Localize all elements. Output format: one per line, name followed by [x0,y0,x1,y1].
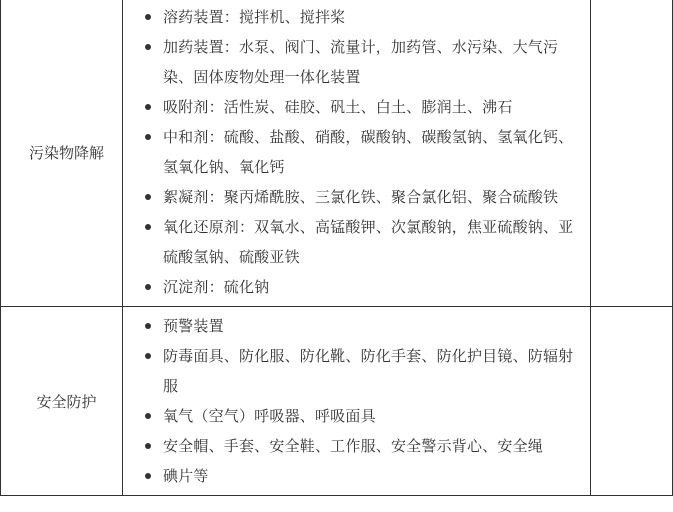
table-row-safety-protection [1,307,673,496]
list-item: 防毒面具、防化服、防化靴、防化手套、防化护目镜、防辐射服 [145,341,580,401]
list-item: 吸附剂：活性炭、硅胶、矾土、白土、膨润土、沸石 [145,92,580,122]
category-cell [1,0,123,307]
list-item: 氧化还原剂：双氧水、高锰酸钾、次氯酸钠，焦亚硫酸钠、亚硫酸氢钠、硫酸亚铁 [145,212,580,272]
list-item: 絮凝剂：聚丙烯酰胺、三氯化铁、聚合氯化铝、聚合硫酸铁 [145,182,580,212]
list-item: 预警装置 [145,311,580,341]
item-list [123,0,590,306]
category-label: 污染物降解 [28,143,104,162]
list-item: 氧气（空气）呼吸器、呼吸面具 [145,401,580,431]
empty-cell [590,0,672,307]
items-cell [122,307,590,496]
list-item: 安全帽、手套、安全鞋、工作服、安全警示背心、安全绳 [145,431,580,461]
empty-cell [590,307,672,496]
category-label: 安全防护 [36,392,97,411]
list-item: 沉淀剂：硫化钠 [145,272,580,302]
list-item: 碘片等 [145,461,580,491]
list-item: 中和剂：硫酸、盐酸、硝酸，碳酸钠、碳酸氢钠、氢氧化钙、氢氧化钠、氧化钙 [145,122,580,182]
table-row-pollutant-degradation [1,0,673,307]
list-item: 溶药装置：搅拌机、搅拌桨 [145,2,580,32]
list-item: 加药装置：水泵、阀门、流量计，加药管、水污染、大气污染、固体废物处理一体化装置 [145,32,580,92]
item-list [123,307,590,495]
category-cell [1,307,123,496]
items-cell [122,0,590,307]
